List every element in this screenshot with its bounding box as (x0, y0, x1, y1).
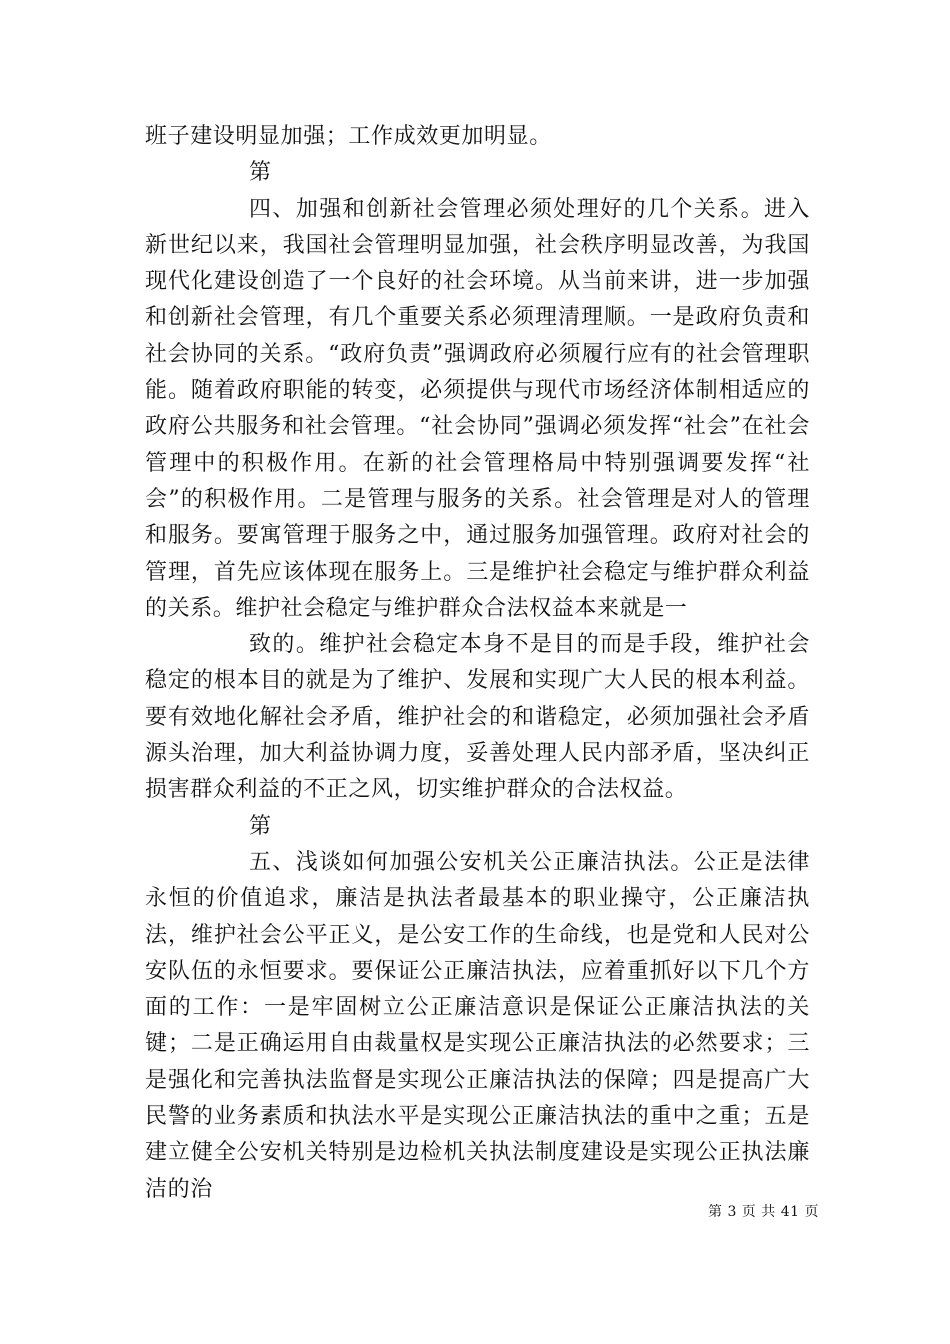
paragraph-heading-marker: 第 (249, 813, 272, 839)
page-number-footer: 第 3 页 共 41 页 (708, 1204, 819, 1220)
paragraph-section-five: 五、浅谈如何加强公安机关公正廉洁执法。公正是法律永恒的价值追求，廉洁是执法者最基本的职业操守，公正廉洁执法，维护社会公平正义，是公安工作的生命线，也是党和人民对公安队伍的永恒要求。要保证公正廉洁执法，应着重抓好以下几个方面的工作：一是牢固树立公正廉洁意识是保证公正廉洁执法的关键；二是正确运用自由裁量权是实现公正廉洁执法的必然要求；三是强化和完善执法监督是实现公正廉洁执法的保障；四是提高广大民警的业务素质和执法水平是实现公正廉洁执法的重中之重；五是建立健全公安机关特别是边检机关执法制度建设是实现公正执法廉洁的治 (145, 849, 810, 1202)
paragraph-heading-marker: 第 (249, 160, 272, 186)
paragraph-continuation: 班子建设明显加强；工作成效更加明显。 (145, 124, 552, 149)
body-text (145, 119, 810, 1208)
paragraph-section-four-continued: 致的。维护社会稳定本身不是目的而是手段，维护社会稳定的根本目的就是为了维护、发展和实现广大人民的根本利益。要有效地化解社会矛盾，维护社会的和谐稳定，必须加强社会矛盾源头治理，加大利益协调力度，妥善处理人民内部矛盾，坚决纠正损害群众利益的不正之风，切实维护群众的合法权益。 (145, 632, 810, 803)
paragraph-section-four: 四、加强和创新社会管理必须处理好的几个关系。进入新世纪以来，我国社会管理明显加强，社会秩序明显改善，为我国现代化建设创造了一个良好的社会环境。从当前来讲，进一步加强和创新社会管理，有几个重要关系必须理清理顺。一是政府负责和社会协同的关系。“政府负责”强调政府必须履行应有的社会管理职能。随着政府职能的转变，必须提供与现代市场经济体制相适应的政府公共服务和社会管理。“社会协同”强调必须发挥“社会”在社会管理中的积极作用。在新的社会管理格局中特别强调要发挥“社会”的积极作用。二是管理与服务的关系。社会管理是对人的管理和服务。要寓管理于服务之中，通过服务加强管理。政府对社会的管理，首先应该体现在服务上。三是维护社会稳定与维护群众利益的关系。维护社会稳定与维护群众合法权益本来就是一 (145, 196, 810, 621)
